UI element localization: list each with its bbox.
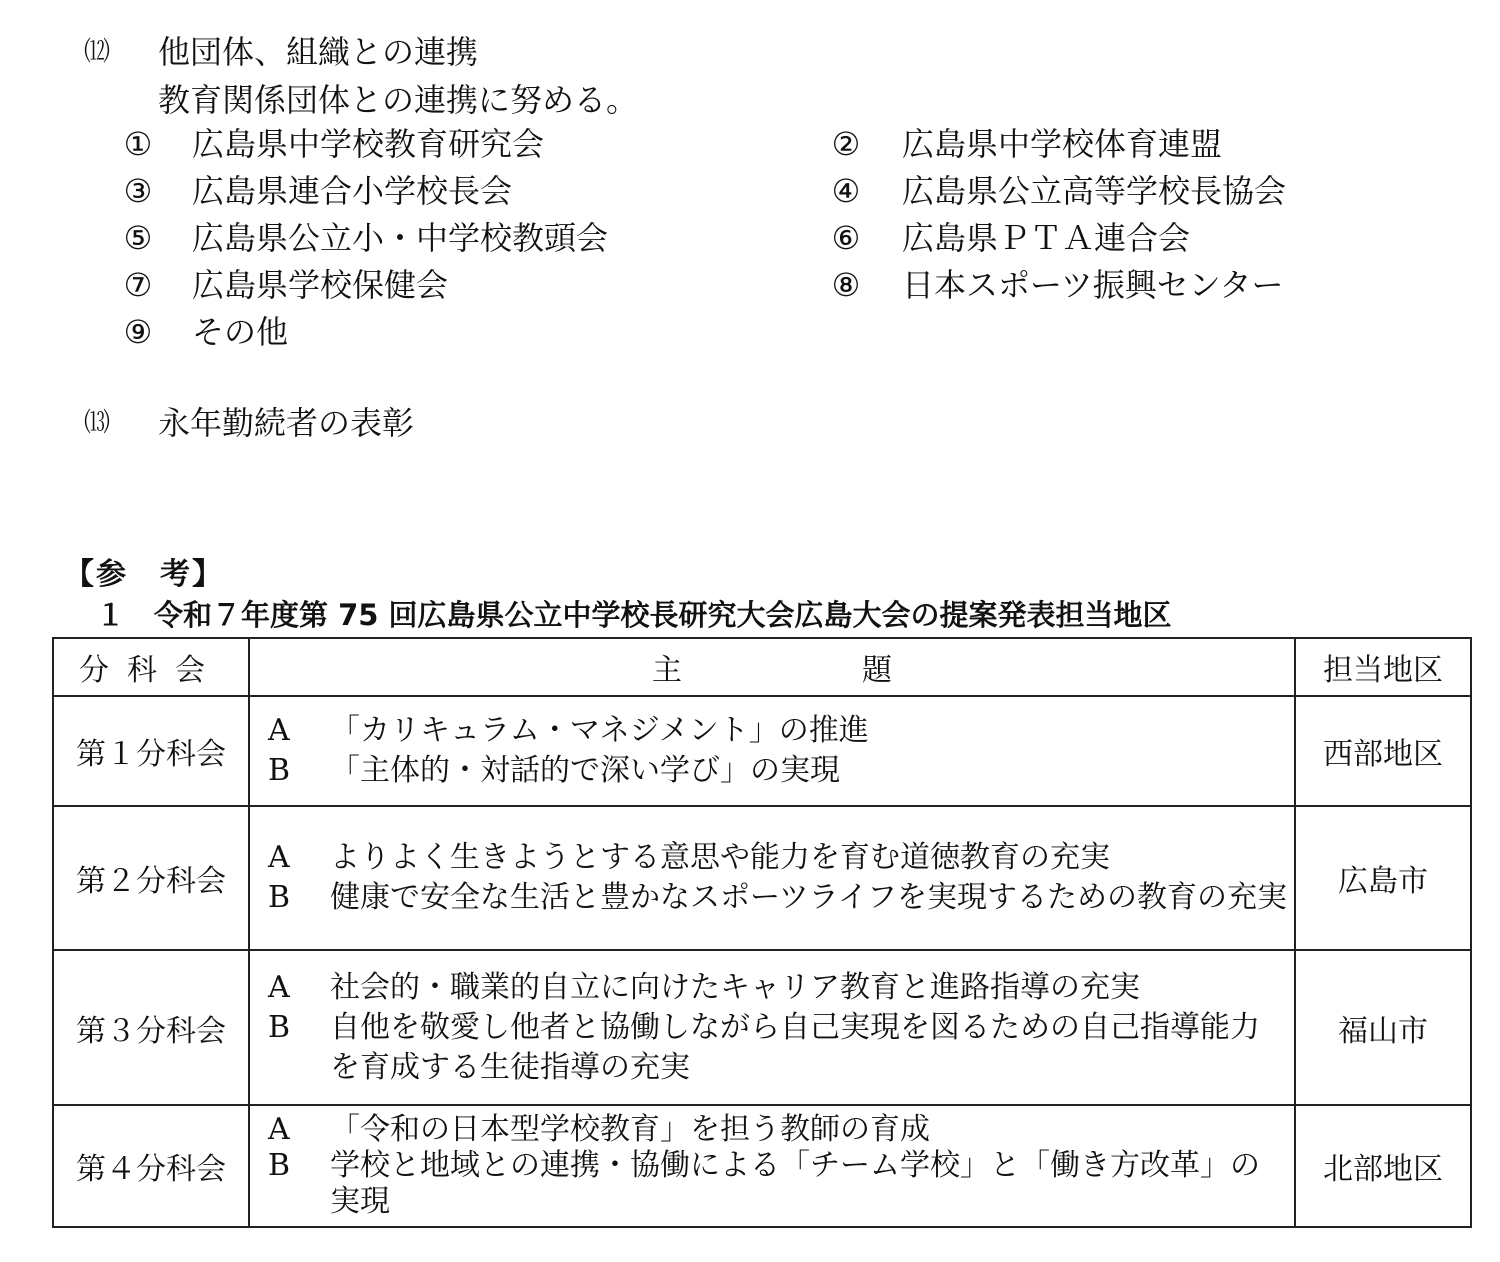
org-item-2-name: 広島県中学校体育連盟: [902, 125, 1223, 163]
org-item-4-name: 広島県公立高等学校長協会: [902, 172, 1287, 210]
theme-cell: [249, 806, 1295, 950]
theme-label: B: [268, 1148, 291, 1183]
org-item-9-name: その他: [192, 313, 289, 351]
theme-label: A: [268, 1112, 290, 1147]
org-item-5-mark: ⑤: [123, 219, 153, 257]
org-item-3-mark: ③: [123, 172, 153, 210]
org-item-3-name: 広島県連合小学校長会: [192, 172, 513, 210]
theme-label: B: [268, 880, 291, 915]
table-header-row: [53, 638, 1471, 696]
area-cell: 西部地区: [1295, 696, 1471, 806]
org-item-5-name: 広島県公立小・中学校教頭会: [192, 219, 609, 257]
theme-text: 「主体的・対話的で深い学び」の実現: [330, 753, 840, 788]
section-12-title: 他団体、組織との連携: [158, 33, 479, 71]
theme-cell: [249, 950, 1295, 1105]
subcommittee-cell: 第４分科会: [53, 1105, 249, 1227]
theme-cell: [249, 1105, 1295, 1227]
theme-text: 「令和の日本型学校教育」を担う教師の育成: [330, 1112, 930, 1147]
reference-item-title: 令和７年度第 75 回広島県公立中学校長研究大会広島大会の提案発表担当地区: [154, 598, 1172, 632]
theme-label: A: [268, 969, 290, 1005]
theme-item: [268, 878, 1294, 918]
org-item-2-mark: ②: [831, 125, 861, 163]
theme-text: 学校と地域との連携・協働による「チーム学校」と「働き方改革」の実現: [330, 1148, 1260, 1219]
theme-item: [268, 1148, 1294, 1220]
theme-label: B: [268, 1009, 291, 1045]
section-12-number: ⑿: [84, 37, 111, 67]
org-item-8-mark: ⑧: [831, 266, 861, 304]
area-cell: 福山市: [1295, 950, 1471, 1105]
table-row: [53, 1105, 1471, 1227]
table-row: [53, 696, 1471, 806]
reference-heading: 【参 考】: [64, 557, 224, 592]
theme-cell: [249, 696, 1295, 806]
theme-item: [268, 1112, 1294, 1148]
header-subcommittee: 分科会: [53, 638, 249, 696]
area-cell: 広島市: [1295, 806, 1471, 950]
subcommittee-cell: 第２分科会: [53, 806, 249, 950]
theme-item: [268, 838, 1294, 878]
table-row: [53, 806, 1471, 950]
theme-text: 健康で安全な生活と豊かなスポーツライフを実現するための教育の充実: [330, 880, 1287, 915]
assignment-table: [52, 637, 1472, 1228]
reference-item-number: １: [96, 598, 126, 632]
subcommittee-cell: 第１分科会: [53, 696, 249, 806]
subcommittee-cell: 第３分科会: [53, 950, 249, 1105]
theme-text: 「カリキュラム・マネジメント」の推進: [330, 713, 869, 748]
section-13-title: 永年勤続者の表彰: [158, 404, 415, 442]
section-12-description: 教育関係団体との連携に努める。: [158, 81, 639, 119]
theme-label: A: [268, 840, 290, 875]
org-item-7-name: 広島県学校保健会: [192, 266, 449, 304]
header-theme-char-2: 題: [862, 653, 892, 688]
section-13-number: ⒀: [84, 408, 111, 438]
header-theme-char-1: 主: [652, 653, 682, 688]
header-theme: [249, 638, 1295, 696]
theme-item: [268, 968, 1294, 1008]
theme-text: 自他を敬愛し他者と協働しながら自己実現を図るための自己指導能力を育成する生徒指導の充実: [330, 1009, 1260, 1085]
reference-item-title-line: [96, 593, 1172, 634]
theme-item: [268, 751, 1294, 791]
theme-item: [268, 711, 1294, 751]
org-item-7-mark: ⑦: [123, 266, 153, 304]
area-cell: 北部地区: [1295, 1105, 1471, 1227]
theme-text: よりよく生きようとする意思や能力を育む道徳教育の充実: [330, 840, 1110, 875]
theme-item: [268, 1008, 1294, 1088]
table-row: [53, 950, 1471, 1105]
org-item-6-mark: ⑥: [831, 219, 861, 257]
theme-label: A: [268, 713, 290, 748]
theme-text: 社会的・職業的自立に向けたキャリア教育と進路指導の充実: [330, 969, 1140, 1005]
org-item-1-mark: ①: [123, 125, 153, 163]
org-item-9-mark: ⑨: [123, 313, 153, 351]
org-item-6-name: 広島県ＰＴＡ連合会: [902, 219, 1191, 257]
org-item-4-mark: ④: [831, 172, 861, 210]
theme-label: B: [268, 753, 291, 788]
header-area: 担当地区: [1295, 638, 1471, 696]
org-item-8-name: 日本スポーツ振興センター: [902, 266, 1284, 304]
org-item-1-name: 広島県中学校教育研究会: [192, 125, 545, 163]
